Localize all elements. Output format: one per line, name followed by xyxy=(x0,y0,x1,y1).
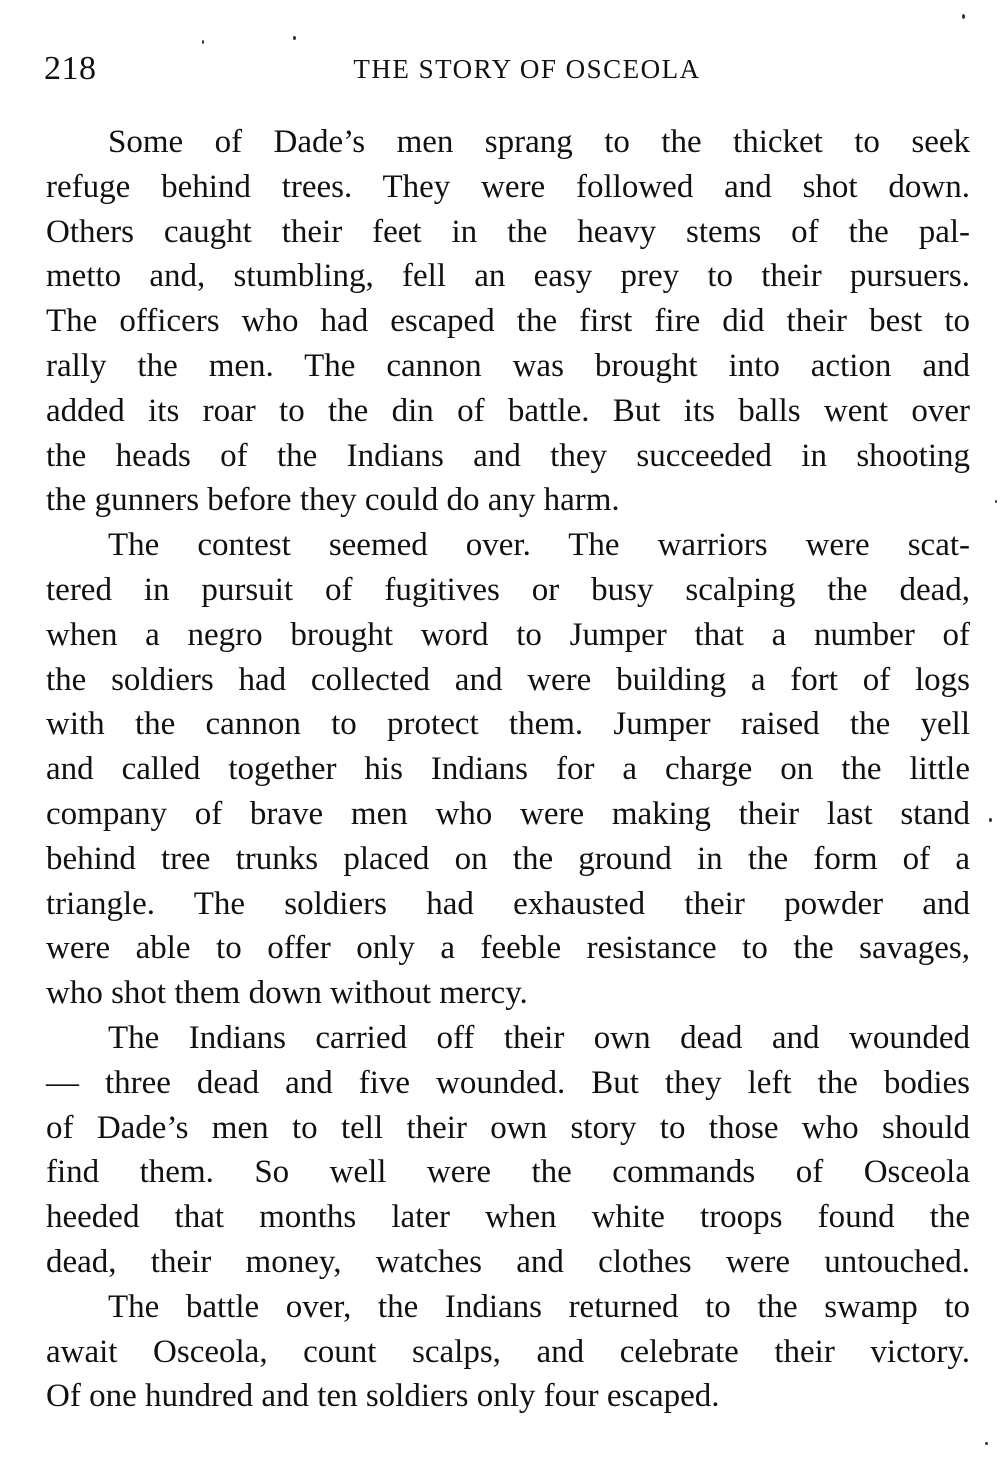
text-line: Others caught their feet in the heavy stems of the pal- xyxy=(46,213,970,250)
scan-speck xyxy=(293,36,296,40)
page-number: 218 xyxy=(44,50,97,87)
text-line: await Osceola, count scalps, and celebrate their victory. xyxy=(46,1333,970,1370)
running-head xyxy=(44,50,970,90)
text-line: when a negro brought word to Jumper that a number of xyxy=(46,616,970,653)
text-line: the heads of the Indians and they succeeded in shooting xyxy=(46,437,970,474)
text-line: the gunners before they could do any harm. xyxy=(46,482,620,519)
text-line: behind tree trunks placed on the ground in the form of a xyxy=(46,840,970,877)
text-line: triangle. The soldiers had exhausted their powder and xyxy=(46,885,970,922)
text-line: — three dead and five wounded. But they left the bodies xyxy=(46,1064,970,1101)
body-text xyxy=(46,120,970,1419)
paragraph-4 xyxy=(46,1285,970,1419)
text-line: company of brave men who were making their last stand xyxy=(46,795,970,832)
text-line: heeded that months later when white troops found the xyxy=(46,1199,970,1236)
text-line: who shot them down without mercy. xyxy=(46,975,528,1012)
text-line: tered in pursuit of fugitives or busy scalping the dead, xyxy=(46,571,970,608)
scan-speck xyxy=(962,14,965,19)
text-line: rally the men. The cannon was brought into action and xyxy=(46,347,970,384)
text-line: Of one hundred and ten soldiers only four escaped. xyxy=(46,1378,720,1415)
text-line: metto and, stumbling, fell an easy prey to their pursuers. xyxy=(46,258,970,295)
text-line: The Indians carried off their own dead and wounded xyxy=(108,1019,970,1056)
text-line: added its roar to the din of battle. But its balls went over xyxy=(46,392,970,429)
text-line: dead, their money, watches and clothes were untouched. xyxy=(46,1243,970,1280)
text-line: Some of Dade’s men sprang to the thicket to seek xyxy=(108,124,970,160)
text-line: find them. So well were the commands of Osceola xyxy=(46,1154,970,1191)
scan-speck xyxy=(995,500,997,503)
text-line: and called together his Indians for a charge on the little xyxy=(46,751,970,788)
text-line: The contest seemed over. The warriors were scat- xyxy=(108,527,970,564)
paragraph-1 xyxy=(46,120,970,523)
scan-speck xyxy=(989,818,992,822)
text-line: refuge behind trees. They were followed and shot down. xyxy=(46,168,970,205)
paragraph-2 xyxy=(46,523,970,1016)
scan-speck xyxy=(202,40,204,44)
text-line: The battle over, the Indians returned to the swamp to xyxy=(108,1288,970,1325)
running-title: THE STORY OF OSCEOLA xyxy=(353,54,701,84)
text-line: The officers who had escaped the first fire did their best to xyxy=(46,303,970,340)
scan-speck xyxy=(985,1442,988,1445)
text-line: of Dade’s men to tell their own story to those who should xyxy=(46,1109,970,1146)
text-line: with the cannon to protect them. Jumper raised the yell xyxy=(46,706,970,743)
text-line: the soldiers had collected and were building a fort of logs xyxy=(46,661,970,698)
text-line: were able to offer only a feeble resistance to the savages, xyxy=(46,930,970,967)
paragraph-3 xyxy=(46,1016,970,1285)
